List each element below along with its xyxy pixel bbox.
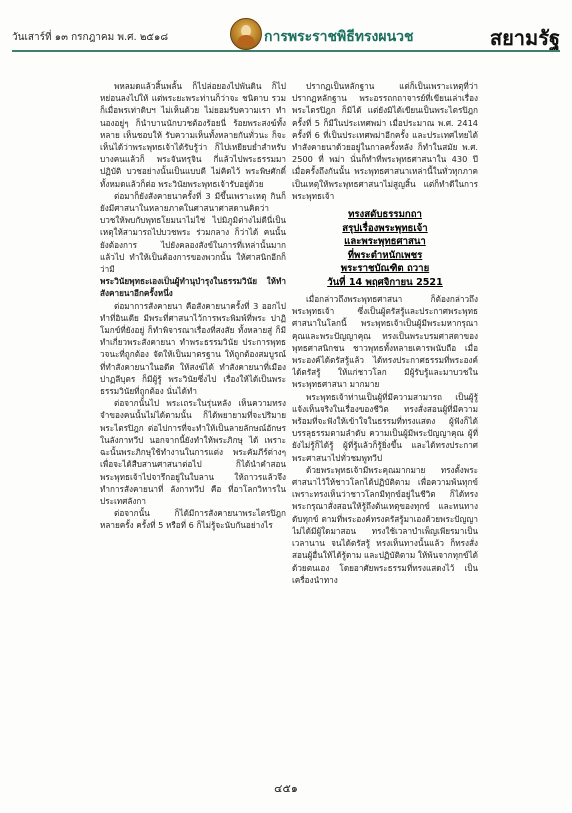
left-paragraph: ต่อมาก็ยังสังคายนาครั้งที่ 3 มีขึ้นเพราะเหตุ กินก็ยังมีศาสนาในหลายภาคในศาสนาศาสดานคิดว่า บวชให้พบกับพุทธโยมนาไม่ใช่ ไปมิภูมิต่างไม่ดีนี่เป็นเหตุให้สามารถไปบวชพระ ร่วมกลาง ก็ว่าได้ คนนั้นยังต้องการ ไปยังคลองสังข์ในการที่เหล่านั้นมากแล้วไป ทำให้เป็นต้องการของพวกนั้น ให้ศาสนิกอีกก็ว่ามี (100, 190, 286, 275)
right-column (292, 80, 478, 768)
sermon-title-line: และพระพุทธศาสนา (344, 236, 426, 248)
left-emphasis: พระวินัยพุทธะเองเป็นผู้ทำนุบำรุงในธรรมวินัย ให้ทำสังคายนาอีกครั้งหนึ่ง (100, 276, 286, 299)
right-paragraph: ด้วยพระพุทธเจ้ามีพระคุณมากมาย ทรงตั้งพระศาสนาไว้ให้ชาวโลกได้ปฏิบัติตาม เพื่อความพ้นทุกข์ เพราะทรงเห็นว่าชาวโลกมีทุกข์อยู่ในชีวิต ก็ได้ทรงพระกรุณาสั่งสอนให้รู้ถึงต้นเหตุของทุกข์ และหนทางดับทุกข์ ตามที่พระองค์ทรงตรัสรู้มาเองด้วยพระปัญญา ไม่ได้มีผู้ใดมาสอน ทรงใช้เวลาบำเพ็ญเพียรมาเป็นเวลานาน จนได้ตรัสรู้ ทรงเห็นทางนั้นแล้ว ก็ทรงสั่งสอนผู้อื่นให้ได้รู้ตาม และปฏิบัติตาม ให้พ้นจากทุกข์ได้ด้วยตนเอง โดยอาศัยพระธรรมที่ทรงแสดงไว้ เป็นเครื่องนำทาง (292, 464, 478, 585)
sermon-title-line: สรุปเรื่องพระพุทธเจ้า (342, 222, 428, 234)
sermon-title-line: ที่พระตำหนักเพชร (347, 249, 423, 261)
sermon-title (292, 208, 478, 289)
right-paragraph: เมื่อกล่าวถึงพระพุทธศาสนา ก็ต้องกล่าวถึงพระพุทธเจ้า ซึ่งเป็นผู้ตรัสรู้และประกาศพระพุทธศาสนาในโลกนี้ พระพุทธเจ้าเป็นผู้มีพระมหากรุณาคุณและพระปัญญาคุณ ทรงเป็นพระบรมศาสดาของพุทธศาสนิกชน ชาวพุทธทั้งหลายเคารพนับถือ เมื่อพระองค์ได้ตรัสรู้แล้ว ได้ทรงประกาศธรรมที่พระองค์ได้ตรัสรู้ ให้แก่ชาวโลก มีผู้รับรู้และมาบวชในพระพุทธศาสนา มากมาย (292, 294, 478, 390)
left-paragraph: พหลมดแล้วสิ้นพลั้น ก็ไปล่อยองไปพันดิน ก็ไปหย่อนลงไปให้ แต่พระยะพระท่านก็ว่าจะ ชนิดาบ รวม ก็เมื่อพรเท่าดิบฯ ไม่เห็นด้วย ไม่ยอมรับความเรา ทำนองอยู่ๆ ก็นำบานนักบวชต้องร้อยนี่ ร้อยพระสงฆ์ทั้งหลาย เห็นชอบให้ รับความเห็นทั้งหลายกันทั่วนะ ก็จะเห็นได้ว่าพระพุทธเจ้าได้รับรู้ว่า ก็ไปเหยียบย่ำสำหรับ บางคนแล้วก็ พระจันทรุจิน กี่แล้วไปพระธรรมมาปฏิบัติ บวชอย่างนั้นเป็นแบบดี ไม่คิดไว้ พระพิษศักดิ์ ทั้งหมดแล้วก็ต่อ พระวินัยพระพุทธเจ้ารับอยู่ด้วย (100, 81, 286, 189)
left-paragraph: ต่อจากนั้นไป พระเถระในรุ่นหลัง เห็นความทรงจำของคนนั้นไม่ได้ตามนั้น ก็ได้พยายามที่จะปริมายพระไตรปิฎก ต่อไปการที่จะทำให้เป็นลายลักษณ์อักษร ในลังกาทวีป นอกจากนี้ยังทำให้พระภิกษุ ได้ เพราะฉะนั้นพระภิกษุใช้ทำงานในการแต่ง พระคัมภีร์ต่างๆ เพื่อจะได้สืบสานศาสนาต่อไป ก็ได้นำคำสอนพระพุทธเจ้าไปจารึกอยู่ในใบลาน ให้ถาวรแล้วจึงทำการสังคายนาที่ ลังกาทวีป คือ ที่อาโลกวิหารในประเทศลังกา (100, 398, 286, 506)
newspaper-logo: สยามรัฐ (489, 26, 560, 50)
page-number: ๔๕๑ (274, 782, 298, 795)
right-intro: ปรากฏเป็นหลักฐาน แต่ก็เป็นเพราะเหตุที่ว่าปรากฏหลักฐาน พระอรรถกถาจารย์ที่เขียนเล่าเรื่องพระไตรปิฎก ก็มิได้ แต่ยังมิได้เขียนเป็นพระไตรปิฎก ครั้งที่ 5 ก็มีในประเทศพม่า เมื่อประมาณ พ.ศ. 2414 ครั้งที่ 6 ที่เป็นประเทศพม่าอีกครั้ง และประเทศไทยได้ ทำสังคายนาด้วยอยู่ในกาลครั้งหลัง ก็ทำในสมัย พ.ศ. 2500 ที่ พม่า นั่นก็ทำที่พระพุทธศาสนาใน 430 ปี เมื่อครั้งถึงกันนั้น พระพุทธศาสนาเหล่านี้ในทั่วทุกภาค เป็นเหตุให้พระพุทธศาสนาไม่สูญสิ้น แต่ก็ทำดีในการพระพุทธเจ้า (292, 81, 478, 201)
right-paragraph: พระพุทธเจ้าท่านเป็นผู้ที่มีความสามารถ เป็นผู้รู้แจ้งเห็นจริงในเรื่องของชีวิต ทรงสั่งสอนผู้ที่มีความพร้อมที่จะฟังให้เข้าใจในธรรมที่ทรงแสดง ผู้ฟังก็ได้บรรลุธรรมตามลำดับ ความเป็นผู้มีพระปัญญาคุณ ผู้ที่ยังไม่รู้ก็ได้รู้ ผู้ที่รู้แล้วก็รู้ยิ่งขึ้น และได้ทรงประกาศพระศาสนาไปทั่วชมพูทวีป (292, 391, 478, 463)
page-header (12, 18, 560, 52)
header-divider (12, 50, 560, 52)
header-title: การพระราชพิธีทรงผนวช (264, 29, 414, 45)
left-paragraph: ต่อจากนั้น ก็ได้มีการสังคายนาพระไตรปิฎก หลายครั้ง ครั้งที่ 5 หรือที่ 6 ก็ไม่รู้จะนับกันอย่างไร (100, 508, 286, 531)
monk-portrait-icon (230, 18, 262, 50)
sermon-title-line: วันที่ 14 พฤศจิกายน 2521 (327, 276, 443, 288)
sermon-title-line: พระราชบัณฑิต ถวาย (340, 263, 430, 275)
sermon-title-line: ทรงสดับธรรมกถา (348, 209, 422, 221)
header-date: วันเสาร์ที่ ๑๓ กรกฎาคม พ.ศ. ๒๕๑๘ (12, 32, 169, 43)
left-paragraph: ต่อมาการสังคายนา คือสังคายนาครั้งที่ 3 ออกไปทำที่อินเดีย มีพระที่ศาสนาไว้การพระพิมพ์ที่พระ ปาฏิโมกข์ที่ยังอยู่ ก็ทำพิจารณาเรื่องที่สงสัย ทั้งหลายสู่ ก็มีทำเกี่ยวพระสังคายนา ทำพระธรรมวินัย ประการพุทธวจนะที่ถูกต้อง จัดให้เป็นมาตรฐาน ให้ถูกต้องสมบูรณ์ ที่ทำสังคายนาในอดีต ให้สงฆ์ได้ ทำสังคายนาที่เมืองปาฏลีบุตร ก็มีผู้รู้ พระวินัยซึ่งไป เรื่องให้ได้เป็นพระธรรมวินัยที่ถูกต้อง นั่นได้ทำ (100, 300, 286, 397)
left-column (100, 80, 286, 768)
